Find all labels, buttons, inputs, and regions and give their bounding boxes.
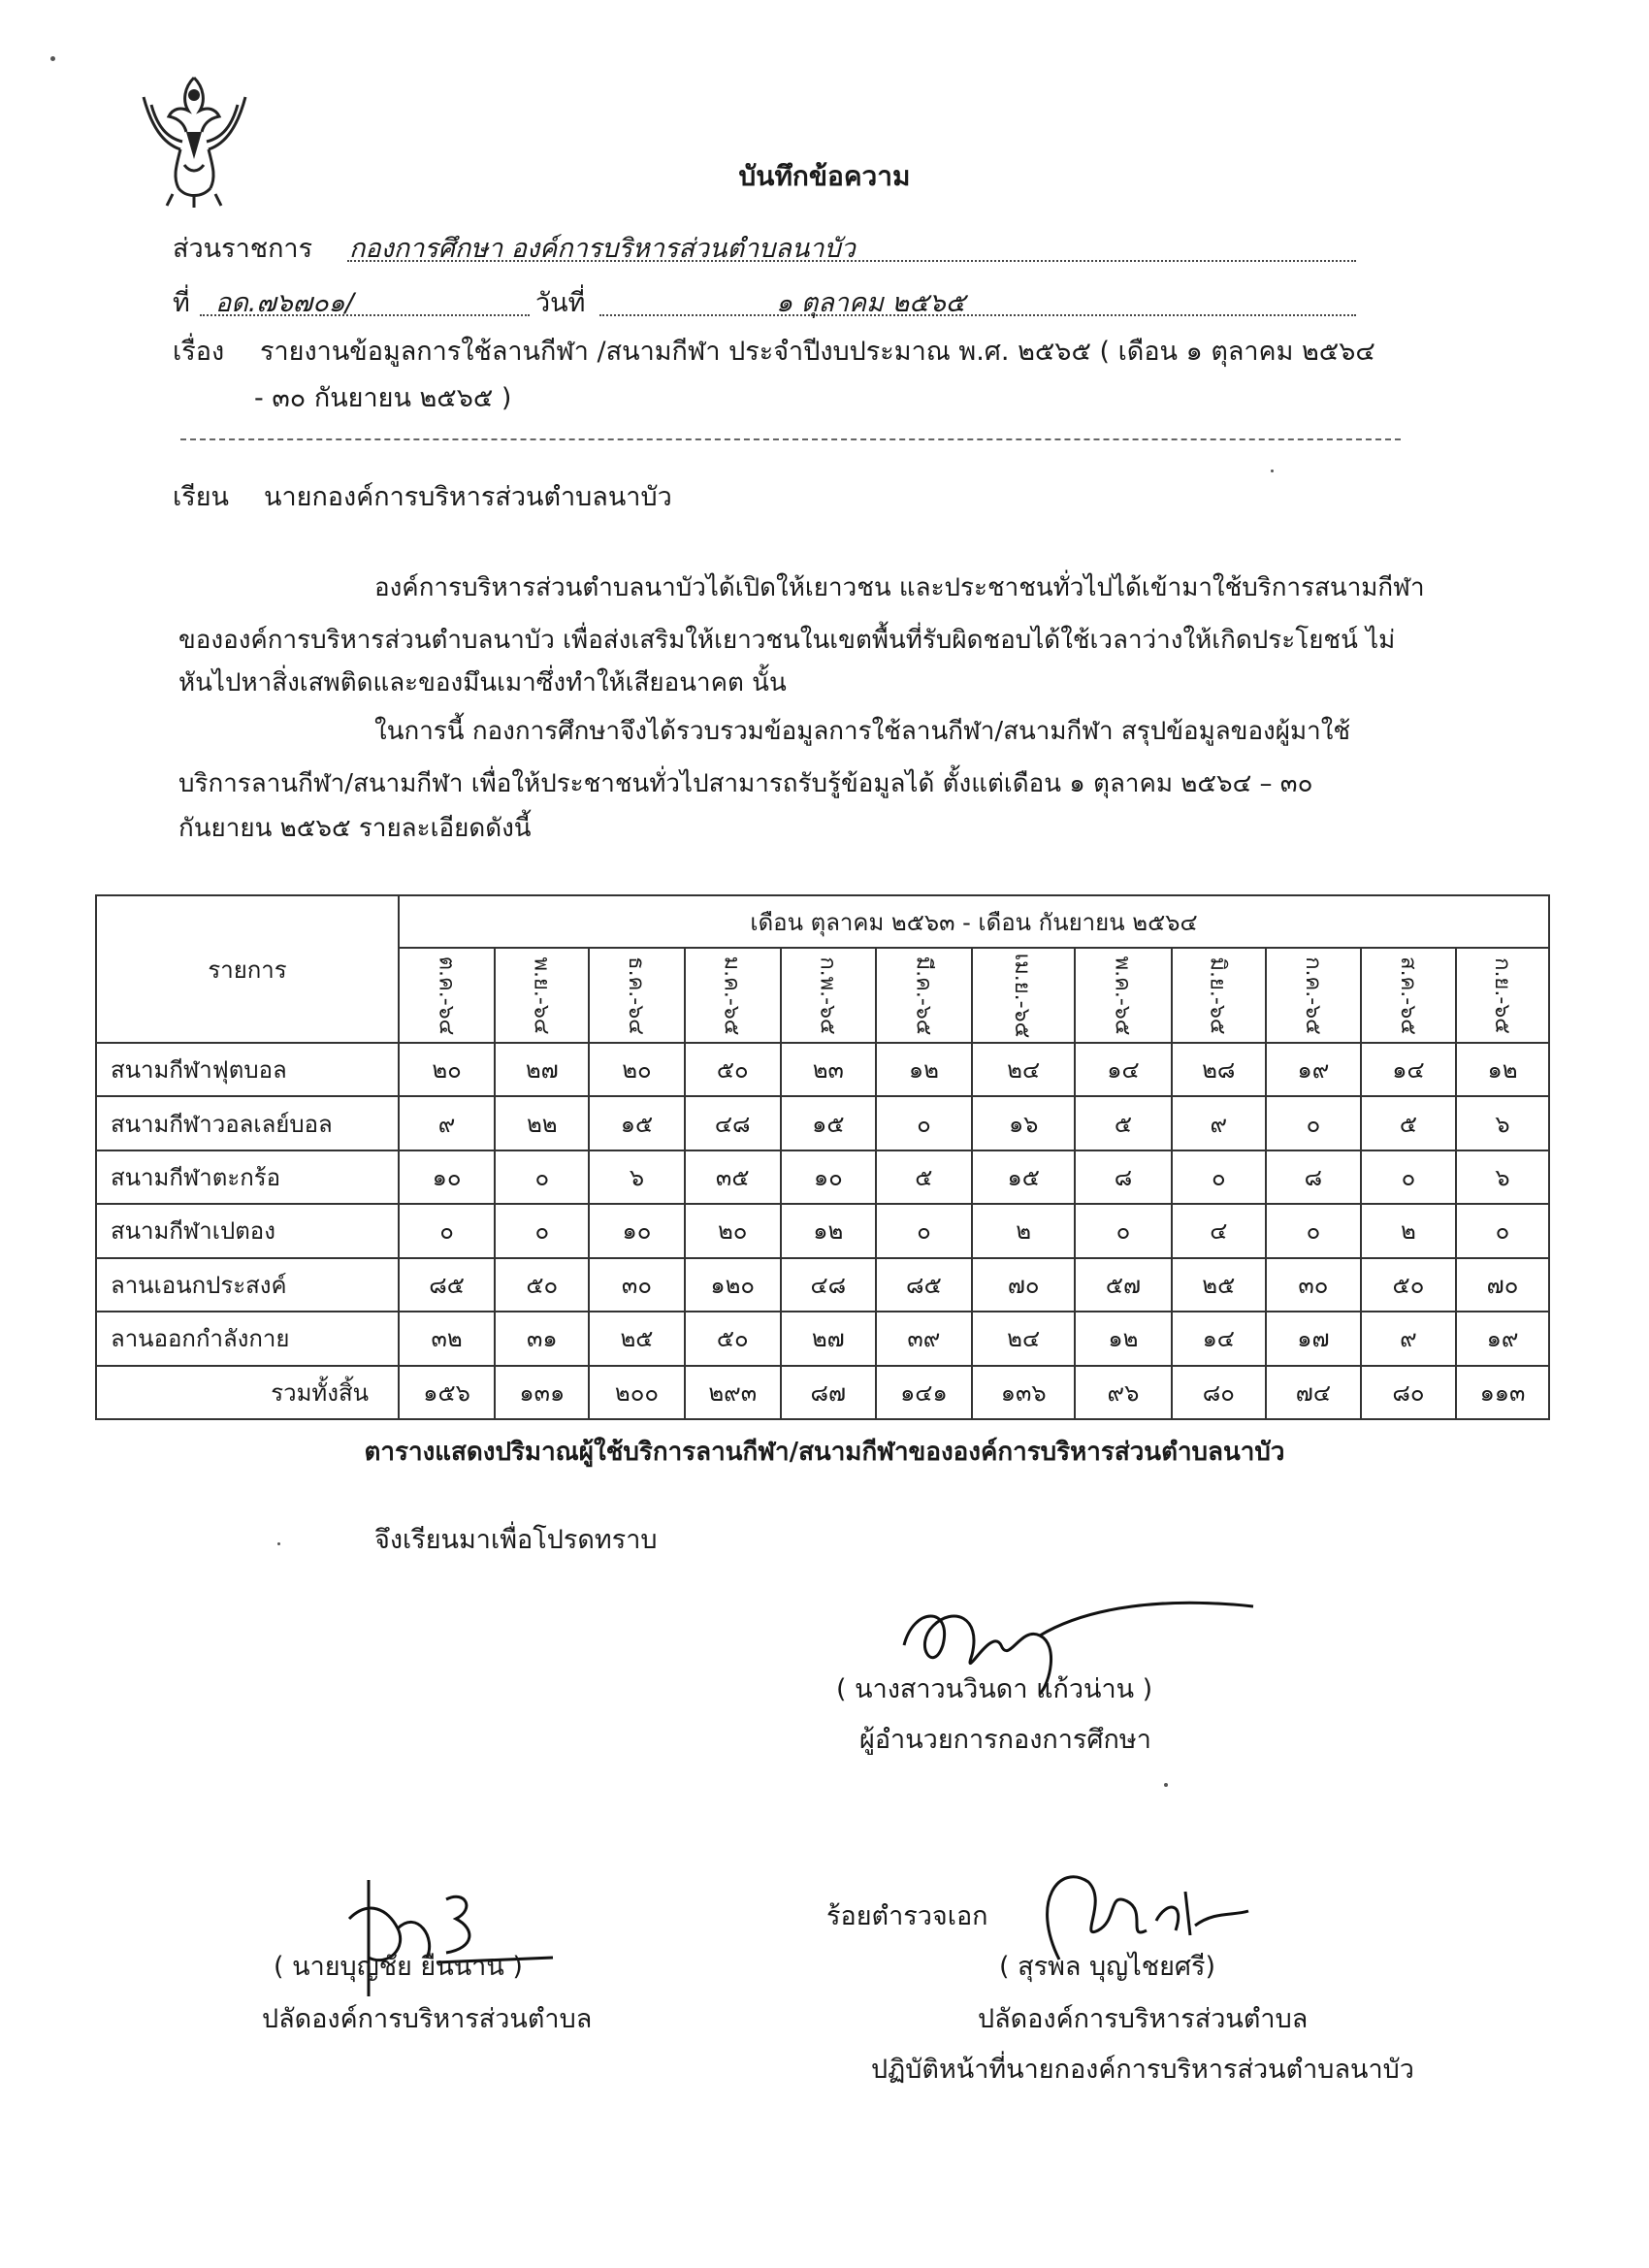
closing-line: จึงเรียนมาเพื่อโปรดทราบ [374, 1525, 658, 1555]
table-cell: ๑๒ [781, 1204, 876, 1257]
body-line-4: ในการนี้ กองการศึกษาจึงได้รวบรวมข้อมูลการใช้ลานกีฬา/สนามกีฬา สรุปข้อมูลของผู้มาใช้ [374, 717, 1351, 746]
month-header [876, 948, 972, 1043]
body-line-3: หันไปหาสิ่งเสพติดและของมึนเมาซึ่งทำให้เสียอนาคต นั้น [178, 668, 787, 697]
director-name: ( นางสาวนวินดา แก้วน่าน ) [836, 1674, 1153, 1704]
table-cell: ๖ [1456, 1150, 1549, 1204]
table-cell: ๒๐ [399, 1043, 495, 1096]
table-cell: ๓๕ [685, 1150, 781, 1204]
month-label: ก.ค.-๖๕ [1300, 956, 1325, 1035]
total-cell: ๒๙๓ [685, 1366, 781, 1419]
total-cell: ๙๖ [1075, 1366, 1171, 1419]
table-cell: ๒๕ [1172, 1258, 1266, 1312]
table-cell: ๑๐ [399, 1150, 495, 1204]
table-cell: ๘๕ [876, 1258, 972, 1312]
acting-rank: ร้อยตำรวจเอก [826, 1901, 988, 1931]
item-header: รายการ [96, 895, 399, 1043]
table-cell: ๕๐ [495, 1258, 589, 1312]
table-cell: ๙ [399, 1096, 495, 1150]
table-cell: ๑๐ [781, 1150, 876, 1204]
table-row [96, 1312, 1549, 1365]
table-cell: ๓๑ [495, 1312, 589, 1365]
acting-title-2: ปฏิบัติหน้าที่นายกองค์การบริหารส่วนตำบลนาบัว [871, 2055, 1414, 2085]
month-header [781, 948, 876, 1043]
total-cell: ๗๔ [1266, 1366, 1361, 1419]
table-cell: ๒๐ [589, 1043, 684, 1096]
total-cell: ๘๐ [1172, 1366, 1266, 1419]
separator-rule [180, 438, 1401, 440]
table-cell: ๕ [876, 1150, 972, 1204]
memo-heading: บันทึกข้อความ [738, 160, 911, 192]
reference-value: อด.๗๖๗๐๑/ [215, 288, 354, 318]
month-label: เม.ย.-๖๕ [1010, 953, 1035, 1038]
table-cell: ๒๔ [972, 1043, 1075, 1096]
month-label: พ.ค.-๖๕ [1110, 956, 1135, 1035]
month-header [1075, 948, 1171, 1043]
table-cell: ๔๘ [685, 1096, 781, 1150]
deputy-name: ( นายบุญชัย ยืนนาน ) [274, 1952, 523, 1982]
table-cell: ๑๕ [781, 1096, 876, 1150]
body-line-2: ขององค์การบริหารส่วนตำบลนาบัว เพื่อส่งเสริมให้เยาวชนในเขตพื้นที่รับผิดชอบได้ใช้เวลาว่างให้เกิดประโยชน์ ไม่ [178, 626, 1396, 655]
acting-title-1: ปลัดองค์การบริหารส่วนตำบล [978, 2004, 1309, 2034]
table-cell: ๒๐ [685, 1204, 781, 1257]
month-header [1361, 948, 1456, 1043]
table-cell: ๒๗ [781, 1312, 876, 1365]
table-cell: ๑๒ [876, 1043, 972, 1096]
table-cell: ๐ [876, 1096, 972, 1150]
table-cell: ๑๔ [1075, 1043, 1171, 1096]
table-cell: ๐ [1075, 1204, 1171, 1257]
department-value: กองการศึกษา องค์การบริหารส่วนตำบลนาบัว [349, 234, 856, 264]
period-header: เดือน ตุลาคม ๒๕๖๓ - เดือน กันยายน ๒๕๖๔ [399, 895, 1549, 948]
table-row [96, 1150, 1549, 1204]
total-cell: ๘๗ [781, 1366, 876, 1419]
row-name: สนามกีฬาตะกร้อ [96, 1150, 399, 1204]
table-cell: ๑๒๐ [685, 1258, 781, 1312]
table-row [96, 1043, 1549, 1096]
row-name: สนามกีฬาวอลเลย์บอล [96, 1096, 399, 1150]
table-cell: ๐ [1266, 1204, 1361, 1257]
table-cell: ๐ [1172, 1150, 1266, 1204]
table-cell: ๐ [1361, 1150, 1456, 1204]
subject-line-1: รายงานข้อมูลการใช้ลานกีฬา /สนามกีฬา ประจำปีงบประมาณ พ.ศ. ๒๕๖๕ ( เดือน ๑ ตุลาคม ๒๕๖๔ [260, 337, 1375, 367]
acting-name: ( สุรพล บุญไชยศรี) [999, 1952, 1216, 1982]
table-cell: ๔๘ [781, 1258, 876, 1312]
row-name: ลานเอนกประสงค์ [96, 1258, 399, 1312]
month-label: มี.ค.-๖๕ [910, 956, 935, 1035]
date-label: วันที่ [535, 288, 586, 318]
table-cell: ๓๒ [399, 1312, 495, 1365]
table-cell: ๒๔ [972, 1312, 1075, 1365]
body-line-1: องค์การบริหารส่วนตำบลนาบัวได้เปิดให้เยาวชน และประชาชนทั่วไปได้เข้ามาใช้บริการสนามกีฬา [374, 573, 1425, 602]
table-cell: ๘ [1075, 1150, 1171, 1204]
table-cell: ๒๕ [589, 1312, 684, 1365]
table-cell: ๓๙ [876, 1312, 972, 1365]
month-label: ส.ค.-๖๕ [1395, 956, 1420, 1035]
total-label: รวมทั้งสิ้น [96, 1366, 399, 1419]
month-label: ก.พ.-๖๕ [815, 956, 840, 1035]
table-cell: ๑๐ [589, 1204, 684, 1257]
table-cell: ๒ [972, 1204, 1075, 1257]
subject-label: เรื่อง [173, 337, 225, 367]
table-cell: ๕ [1361, 1096, 1456, 1150]
row-name: สนามกีฬาเปตอง [96, 1204, 399, 1257]
table-cell: ๔ [1172, 1204, 1266, 1257]
month-header [685, 948, 781, 1043]
table-cell: ๑๙ [1266, 1043, 1361, 1096]
month-header [399, 948, 495, 1043]
row-name: ลานออกกำลังกาย [96, 1312, 399, 1365]
table-cell: ๒๒ [495, 1096, 589, 1150]
table-cell: ๑๗ [1266, 1312, 1361, 1365]
body-line-6: กันยายน ๒๕๖๕ รายละเอียดดังนี้ [178, 814, 532, 843]
subject-line-2: - ๓๐ กันยายน ๒๕๖๕ ) [254, 383, 512, 413]
table-cell: ๗๐ [972, 1258, 1075, 1312]
month-header [972, 948, 1075, 1043]
table-cell: ๖ [1456, 1096, 1549, 1150]
total-cell: ๒๐๐ [589, 1366, 684, 1419]
table-cell: ๕๐ [1361, 1258, 1456, 1312]
month-header [495, 948, 589, 1043]
table-cell: ๕๐ [685, 1312, 781, 1365]
table-cell: ๒๗ [495, 1043, 589, 1096]
table-cell: ๕๗ [1075, 1258, 1171, 1312]
table-row [96, 1096, 1549, 1150]
table-cell: ๑๒ [1075, 1312, 1171, 1365]
table-cell: ๑๖ [972, 1096, 1075, 1150]
total-cell: ๑๓๑ [495, 1366, 589, 1419]
table-row [96, 1258, 1549, 1312]
reference-label: ที่ [173, 288, 190, 318]
table-cell: ๒๘ [1172, 1043, 1266, 1096]
table-cell: ๒ [1361, 1204, 1456, 1257]
table-cell: ๓๐ [1266, 1258, 1361, 1312]
month-header [1266, 948, 1361, 1043]
usage-table [95, 894, 1550, 1420]
table-cell: ๑๔ [1361, 1043, 1456, 1096]
table-cell: ๑๕ [589, 1096, 684, 1150]
month-label: ต.ค.-๖๔ [434, 956, 459, 1035]
table-cell: ๙ [1172, 1096, 1266, 1150]
scan-speck [1164, 1783, 1168, 1787]
table-cell: ๓๐ [589, 1258, 684, 1312]
table-cell: ๐ [876, 1204, 972, 1257]
scan-speck [50, 56, 55, 61]
table-cell: ๘๕ [399, 1258, 495, 1312]
table-cell: ๐ [399, 1204, 495, 1257]
table-cell: ๑๕ [972, 1150, 1075, 1204]
total-cell: ๑๔๑ [876, 1366, 972, 1419]
month-label: ก.ย.-๖๕ [1489, 956, 1514, 1034]
salutation-value: นายกองค์การบริหารส่วนตำบลนาบัว [264, 482, 672, 512]
table-cell: ๘ [1266, 1150, 1361, 1204]
scan-speck [1271, 470, 1274, 472]
month-label: ธ.ค.-๖๔ [623, 956, 648, 1035]
table-cell: ๑๒ [1456, 1043, 1549, 1096]
total-row [96, 1366, 1549, 1419]
month-header [589, 948, 684, 1043]
table-cell: ๑๔ [1172, 1312, 1266, 1365]
table-cell: ๐ [1266, 1096, 1361, 1150]
salutation-label: เรียน [173, 482, 230, 512]
deputy-title: ปลัดองค์การบริหารส่วนตำบล [262, 2004, 593, 2034]
table-cell: ๐ [495, 1204, 589, 1257]
table-cell: ๑๙ [1456, 1312, 1549, 1365]
table-cell: ๐ [1456, 1204, 1549, 1257]
director-title: ผู้อำนวยการกองการศึกษา [859, 1725, 1151, 1755]
total-cell: ๑๓๖ [972, 1366, 1075, 1419]
department-label: ส่วนราชการ [173, 234, 313, 264]
table-row [96, 1204, 1549, 1257]
month-header [1456, 948, 1549, 1043]
table-cell: ๗๐ [1456, 1258, 1549, 1312]
scan-speck [277, 1542, 280, 1545]
month-header [1172, 948, 1266, 1043]
date-dotted-line [599, 279, 1356, 316]
table-caption: ตารางแสดงปริมาณผู้ใช้บริการลานกีฬา/สนามกีฬาขององค์การบริหารส่วนตำบลนาบัว [364, 1438, 1285, 1467]
table-cell: ๕๐ [685, 1043, 781, 1096]
month-label: มิ.ย.-๖๕ [1205, 956, 1230, 1034]
table-cell: ๙ [1361, 1312, 1456, 1365]
body-line-5: บริการลานกีฬา/สนามกีฬา เพื่อให้ประชาชนทั่วไปสามารถรับรู้ข้อมูลได้ ตั้งแต่เดือน ๑ ตุลาคม ๒๕๖๔ – ๓๐ [178, 769, 1313, 798]
month-label: พ.ย.-๖๔ [529, 956, 554, 1034]
row-name: สนามกีฬาฟุตบอล [96, 1043, 399, 1096]
table-cell: ๖ [589, 1150, 684, 1204]
table-cell: ๐ [495, 1150, 589, 1204]
total-cell: ๑๕๖ [399, 1366, 495, 1419]
date-value: ๑ ตุลาคม ๒๕๖๕ [776, 288, 966, 318]
table-cell: ๕ [1075, 1096, 1171, 1150]
total-cell: ๘๐ [1361, 1366, 1456, 1419]
total-cell: ๑๑๓ [1456, 1366, 1549, 1419]
month-label: ม.ค.-๖๕ [719, 956, 744, 1035]
table-cell: ๒๓ [781, 1043, 876, 1096]
